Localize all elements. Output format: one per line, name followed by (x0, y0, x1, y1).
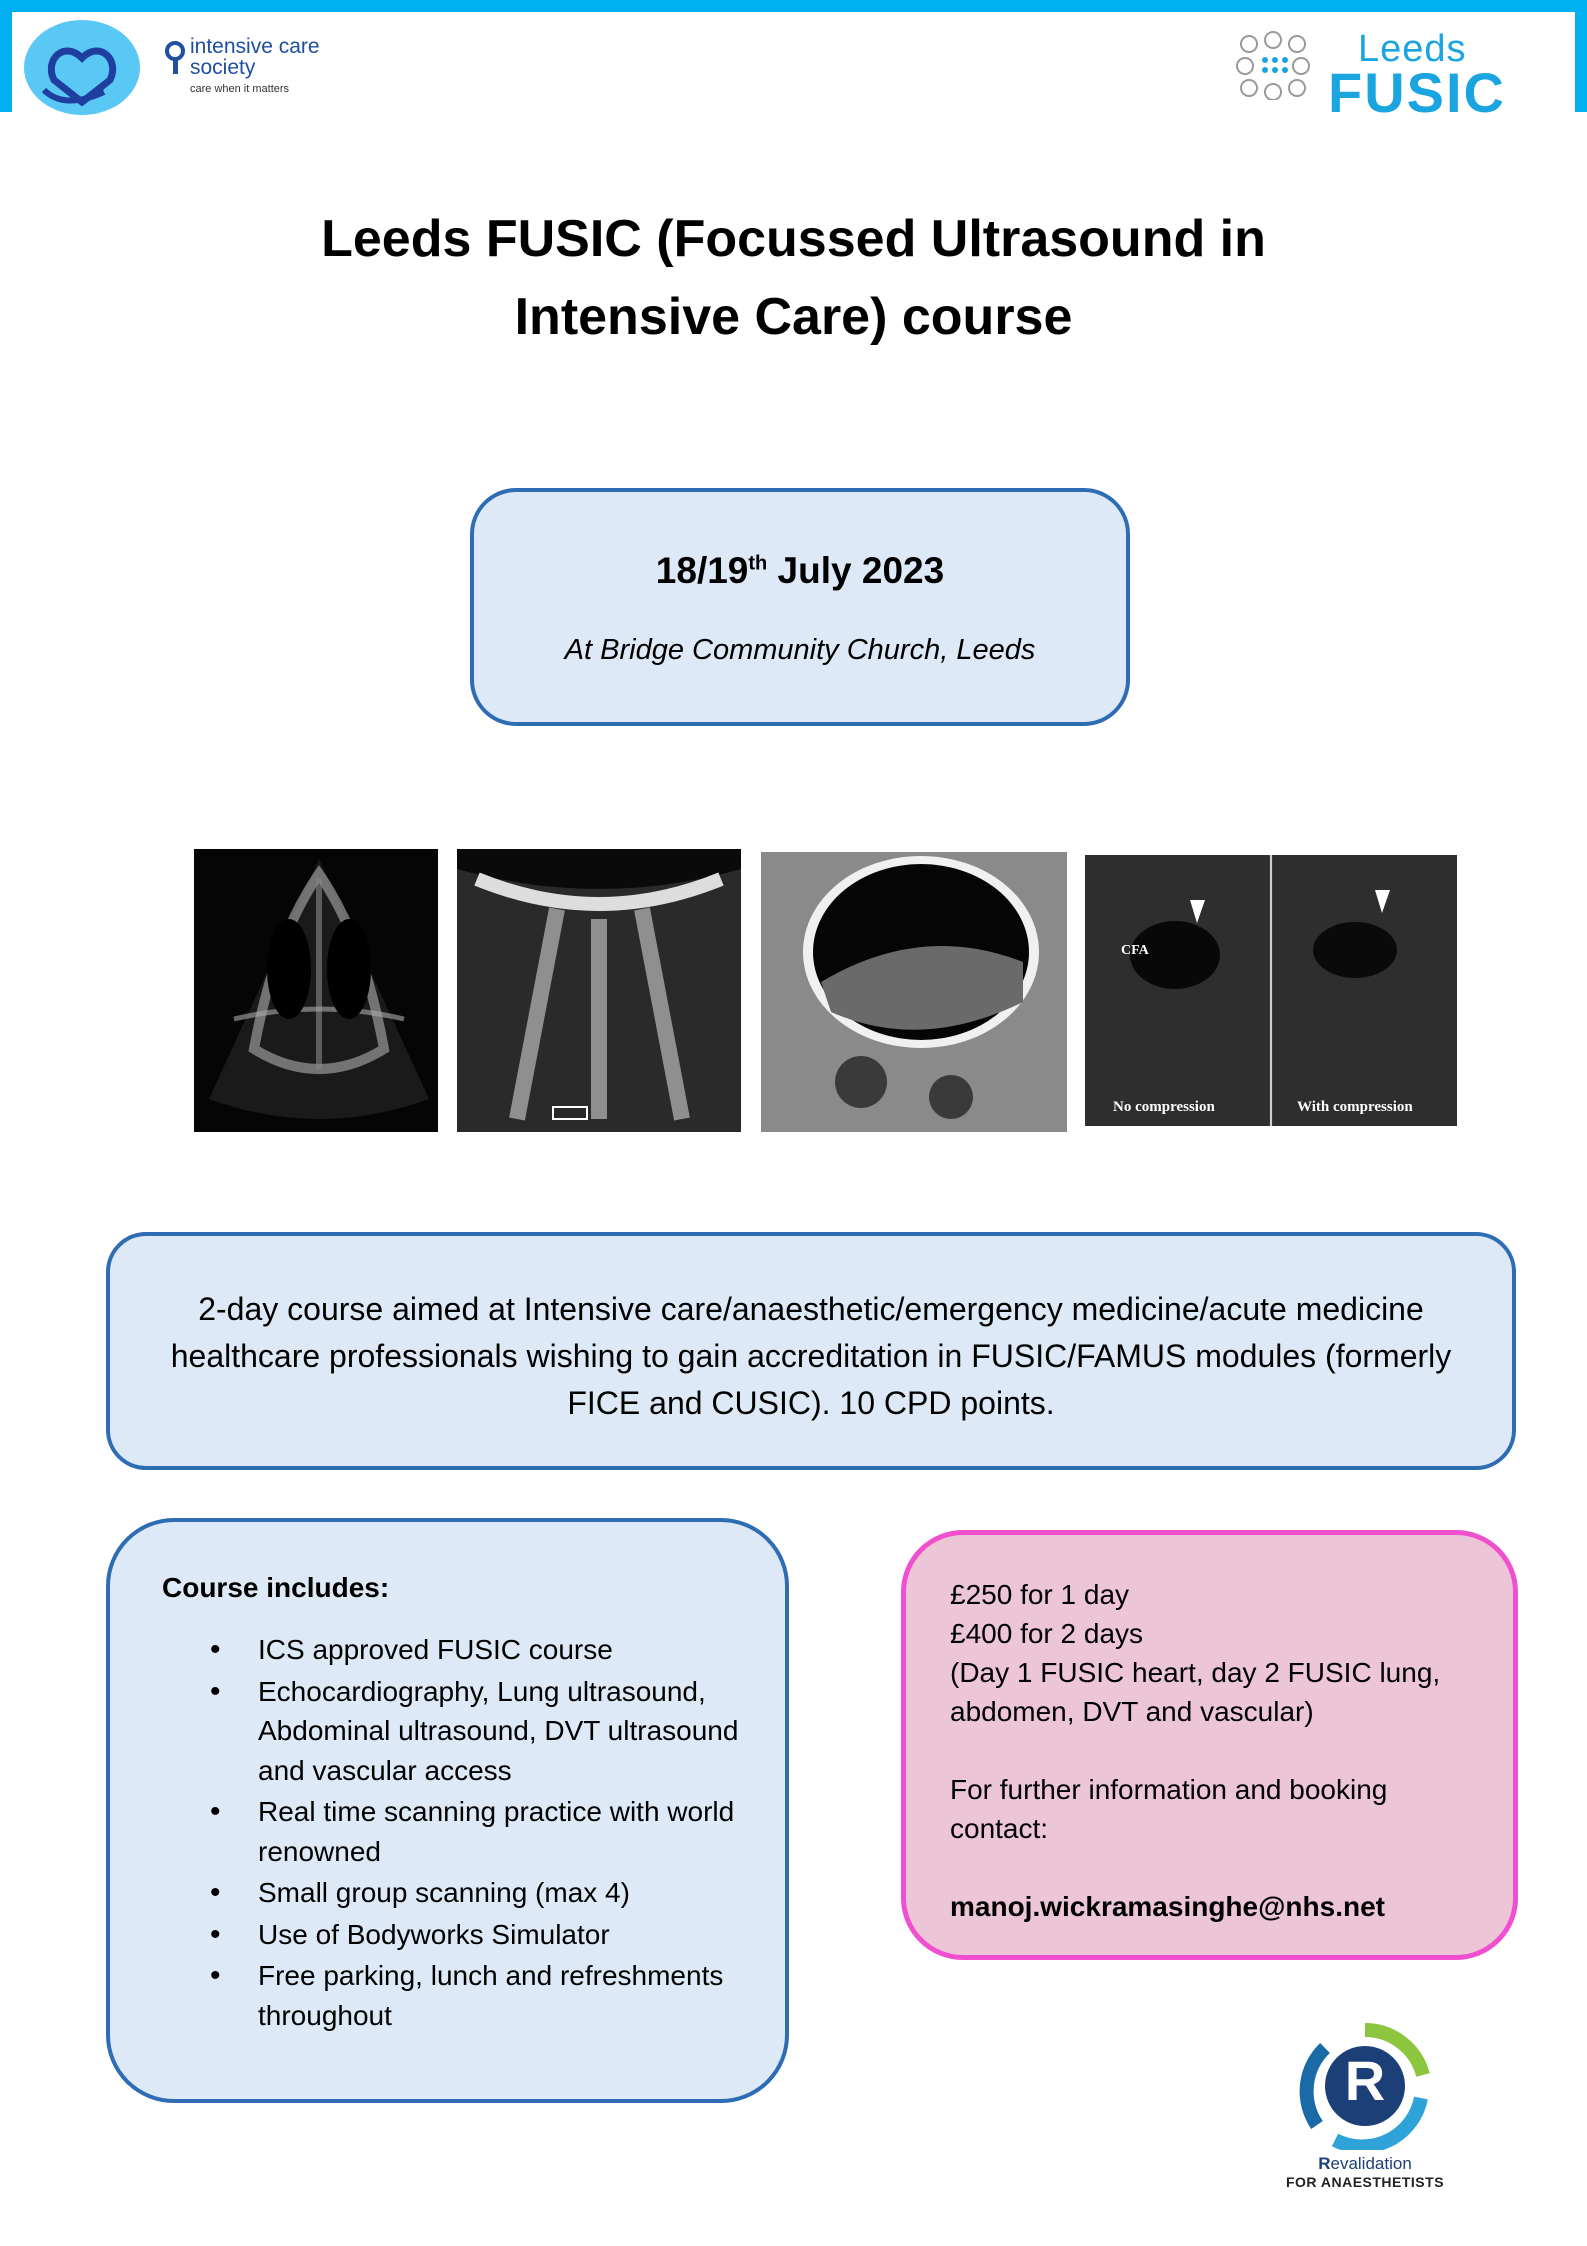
price-details-line1: (Day 1 FUSIC heart, day 2 FUSIC lung, (950, 1657, 1441, 1688)
list-item: • Echocardiography, Lung ultrasound, Abdominal ultrasound, DVT ultrasound and vascular access (258, 1672, 788, 1791)
dvt-label-cfa: CFA (1121, 943, 1149, 958)
course-description: 2-day course aimed at Intensive care/anaesthetic/emergency medicine/acute medicine healthcare professionals wishing to gain accreditation in FUSIC/FAMUS modules (formerly FICE and CUSIC). 10 CPD points. (170, 1291, 1452, 1421)
date-prefix: 18/19 (655, 550, 749, 591)
page-title (0, 200, 1587, 356)
ics-logo-tagline: care when it matters (190, 83, 290, 95)
dvt-ultrasound-image (1085, 855, 1457, 1126)
title-line2: Intensive Care) course (514, 288, 1073, 346)
fusic-dots-icon (1235, 30, 1315, 100)
dvt-label-no-compression: No compression (1113, 1099, 1215, 1115)
list-item: • Use of Bodyworks Simulator (258, 1915, 788, 1955)
date-suffix: July 2023 (767, 550, 945, 591)
price-one-day: £250 for 1 day (950, 1579, 1130, 1610)
right-accent-bar (1575, 0, 1587, 112)
price-two-days: £400 for 2 days (950, 1618, 1144, 1649)
left-accent-bar (0, 0, 12, 112)
ics-logo-line2: society (190, 56, 256, 79)
date-sup: th (748, 552, 768, 575)
top-accent-bar (0, 0, 1587, 12)
course-includes-box (106, 1518, 789, 2103)
contact-email[interactable]: manoj.wickramasinghe@nhs.net (950, 1891, 1385, 1922)
revalidation-r-letter: R (1344, 2049, 1386, 2112)
ics-logo-text (190, 36, 320, 95)
dvt-label-with-compression: With compression (1297, 1099, 1413, 1115)
price-details-line2: abdomen, DVT and vascular) (950, 1696, 1314, 1727)
contact-line2: contact: (950, 1813, 1049, 1844)
echo-image (194, 849, 438, 1132)
title-line1: Leeds FUSIC (Focussed Ultrasound in (321, 210, 1266, 268)
revalidation-word-initial: R (1318, 2154, 1331, 2173)
includes-heading: Course includes: (162, 1572, 390, 1603)
description-box (106, 1232, 1516, 1470)
contact-line1: For further information and booking (950, 1774, 1388, 1805)
includes-list (210, 1630, 788, 2037)
pricing-box (901, 1530, 1518, 1960)
fusic-logo-leeds: Leeds (1358, 28, 1467, 70)
list-item: • Free parking, lunch and refreshments throughout (258, 1956, 788, 2035)
date-box (470, 488, 1130, 726)
fusic-logo-fusic: FUSIC (1328, 61, 1506, 124)
revalidation-sub: FOR ANAESTHETISTS (1285, 2174, 1445, 2190)
list-item: • ICS approved FUSIC course (258, 1630, 788, 1670)
list-item: • Real time scanning practice with world renowned (258, 1792, 788, 1871)
list-item: • Small group scanning (max 4) (258, 1873, 788, 1913)
event-date (474, 550, 1126, 592)
revalidation-word-rest: evalidation (1330, 2154, 1412, 2173)
abdominal-ultrasound-image (761, 852, 1067, 1132)
event-venue: At Bridge Community Church, Leeds (564, 634, 1036, 666)
revalidation-logo (1275, 2020, 1455, 2190)
revalidation-word (1275, 2154, 1455, 2174)
ics-logo-line1: intensive care (190, 35, 320, 58)
ics-mark-icon (164, 40, 186, 76)
lung-ultrasound-image (457, 849, 741, 1132)
ics-heart-logo (24, 20, 140, 115)
